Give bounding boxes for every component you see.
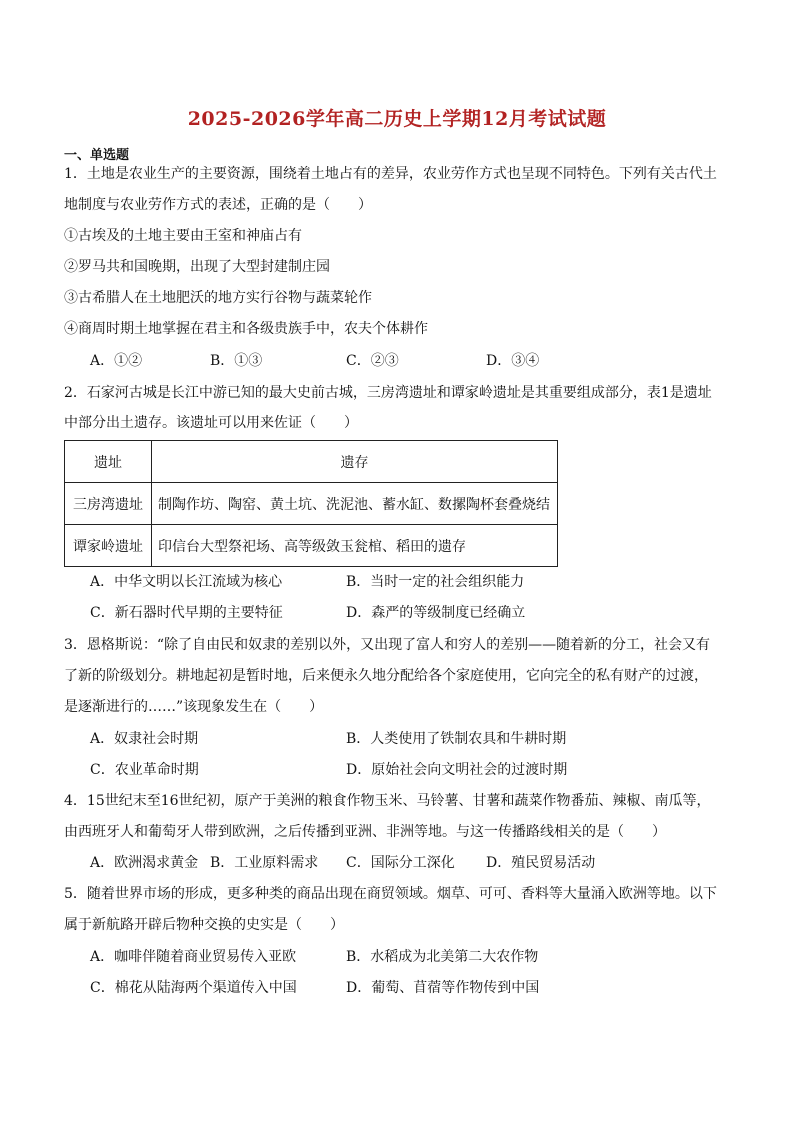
exam-title: 2025-2026学年高二历史上学期12月考试试题 [187,108,607,130]
q2-option-c[interactable]: C．新石器时代早期的主要特征 [90,605,283,621]
q1-option-b[interactable]: B．①③ [210,353,263,369]
q2-stem-line-2: 中部分出土遗存。该遗址可以用来佐证（ ） [64,415,358,431]
q3-option-d[interactable]: D．原始社会向文明社会的过渡时期 [346,762,568,778]
q1-option-d[interactable]: D．③④ [486,353,540,369]
table-cell-site: 谭家岭遗址 [65,525,152,567]
table-cell-relics: 印信台大型祭祀场、高等级敛玉瓮棺、稻田的遗存 [152,525,558,567]
q1-stem-line-1: 1．土地是农业生产的主要资源，围绕着土地占有的差异，农业劳作方式也呈现不同特色。下列有关古代土 [64,166,717,182]
q3-option-c[interactable]: C．农业革命时期 [90,762,199,778]
table-cell-relics: 制陶作坊、陶窑、黄土坑、洗泥池、蓄水缸、数摞陶杯套叠烧结 [152,483,558,525]
q3-option-b[interactable]: B．人类使用了铁制农具和牛耕时期 [346,731,567,747]
table-header-relics: 遗存 [152,441,558,483]
q1-item-4: ④商周时期土地掌握在君主和各级贵族手中，农夫个体耕作 [64,321,428,337]
q5-stem-line-1: 5．随着世界市场的形成，更多种类的商品出现在商贸领域。烟草、可可、香料等大量涌入欧洲等地。以下 [64,886,717,902]
q5-stem-line-2: 属于新航路开辟后物种交换的史实是（ ） [64,917,344,933]
q2-option-b[interactable]: B．当时一定的社会组织能力 [346,574,525,590]
table-header-row [65,441,558,483]
table-header-site: 遗址 [65,441,152,483]
q2-option-d[interactable]: D．森严的等级制度已经确立 [346,605,526,621]
q4-option-c[interactable]: C．国际分工深化 [346,855,455,871]
q5-option-a[interactable]: A．咖啡伴随着商业贸易传入亚欧 [90,949,297,965]
q4-option-d[interactable]: D．殖民贸易活动 [486,855,596,871]
q3-stem-line-3: 是逐渐进行的……”该现象发生在（ ） [64,699,324,715]
q4-stem-line-1: 4．15世纪末至16世纪初，原产于美洲的粮食作物玉米、马铃薯、甘薯和蔬菜作物番茄、辣椒、南瓜等， [64,793,711,809]
q1-stem-line-2: 地制度与农业劳作方式的表述，正确的是（ ） [64,197,372,213]
q2-option-a[interactable]: A．中华文明以长江流域为核心 [90,574,283,590]
table-row [65,483,558,525]
q5-option-b[interactable]: B．水稻成为北美第二大农作物 [346,949,539,965]
table-cell-site: 三房湾遗址 [65,483,152,525]
q4-stem-line-2: 由西班牙人和葡萄牙人带到欧洲，之后传播到亚洲、非洲等地。与这一传播路线相关的是（ ） [64,824,666,840]
q4-option-b[interactable]: B．工业原料需求 [210,855,319,871]
q3-stem-line-2: 了新的阶级划分。耕地起初是暂时地，后来便永久地分配给各个家庭使用，它向完全的私有财产的过渡， [64,668,708,684]
section-heading: 一、单选题 [64,148,130,163]
q1-item-1: ①古埃及的土地主要由王室和神庙占有 [64,228,302,244]
q5-option-c[interactable]: C．棉花从陆海两个渠道传入中国 [90,980,297,996]
q1-item-2: ②罗马共和国晚期，出现了大型封建制庄园 [64,259,330,275]
q5-option-d[interactable]: D．葡萄、苜蓿等作物传到中国 [346,980,540,996]
q3-option-a[interactable]: A．奴隶社会时期 [90,731,199,747]
q3-stem-line-1: 3．恩格斯说：“除了自由民和奴隶的差别以外，又出现了富人和穷人的差别——随着新的分工，社会又有 [64,637,711,653]
q1-item-3: ③古希腊人在土地肥沃的地方实行谷物与蔬菜轮作 [64,290,372,306]
q2-stem-line-1: 2．石家河古城是长江中游已知的最大史前古城，三房湾遗址和谭家岭遗址是其重要组成部分，表1是遗址 [64,385,712,401]
q1-option-a[interactable]: A．①② [90,353,143,369]
relic-table [64,440,558,567]
q1-option-c[interactable]: C．②③ [346,353,399,369]
q4-option-a[interactable]: A．欧洲渴求黄金 [90,855,199,871]
table-row [65,525,558,567]
